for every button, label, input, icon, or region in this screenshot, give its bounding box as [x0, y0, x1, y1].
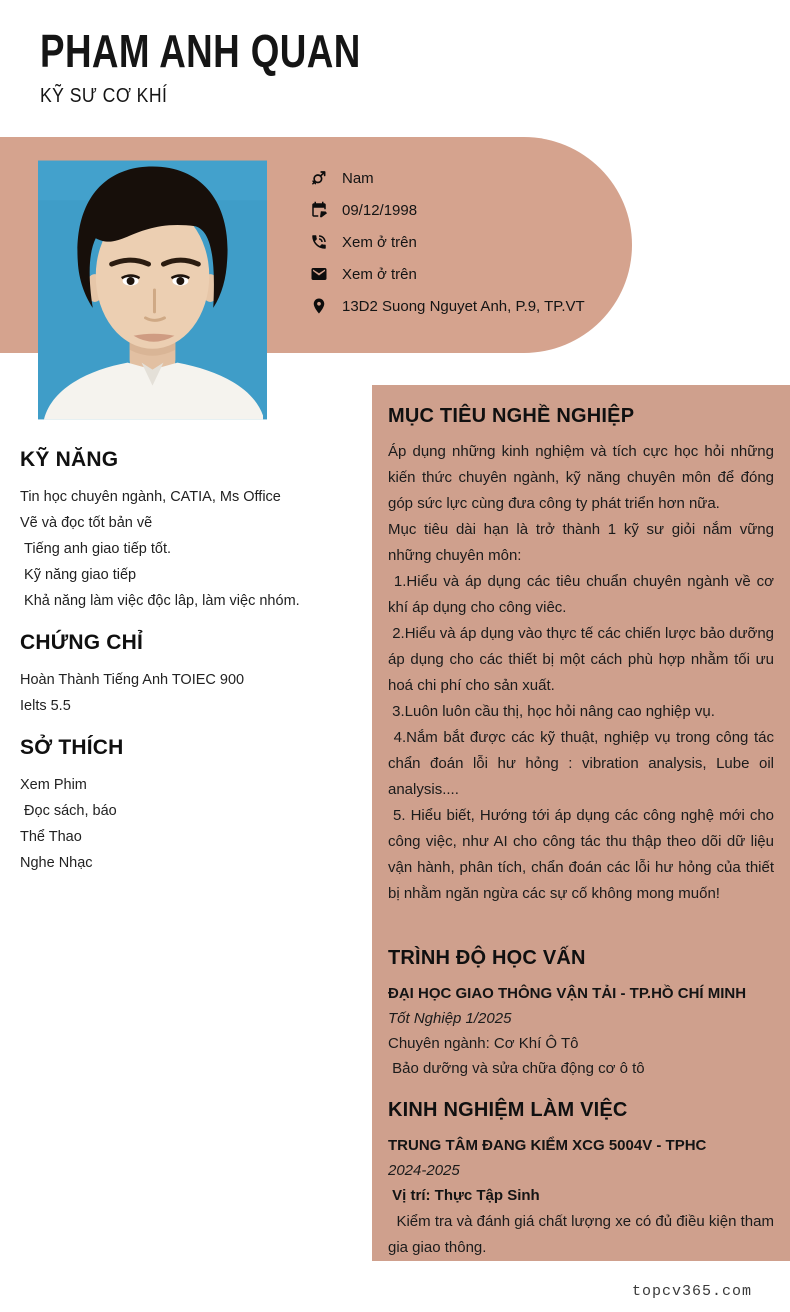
education-section — [388, 943, 774, 1081]
skill-item: Tin học chuyên ngành, CATIA, Ms Office — [20, 489, 281, 505]
experience-period: 2024-2025 — [388, 1162, 460, 1179]
certificate-item: Ielts 5.5 — [20, 698, 71, 714]
skill-item: Kỹ năng giao tiếp — [20, 567, 137, 583]
phone-value: Xem ở trên — [342, 233, 417, 251]
phone-icon — [310, 233, 328, 251]
site-watermark: topcv365.com — [631, 1283, 752, 1300]
contact-row-gender — [310, 162, 585, 194]
email-icon — [310, 265, 328, 283]
objective-paragraph: Mục tiêu dài hạn là trở thành 1 kỹ sư giỏi nắm vững những chuyên môn: — [388, 521, 779, 564]
education-school: ĐẠI HỌC GIAO THÔNG VẬN TẢI - TP.HỒ CHÍ MINH — [388, 985, 747, 1002]
experience-description: Kiểm tra và đánh giá chất lượng xe có đủ điều kiện tham gia giao thông. — [388, 1213, 779, 1256]
contact-row-birthdate — [310, 194, 585, 226]
location-icon — [310, 297, 328, 315]
hobby-item: Đọc sách, báo — [20, 803, 117, 819]
experience-section — [388, 1095, 779, 1261]
profile-photo — [38, 160, 267, 420]
hobby-item: Xem Phim — [20, 777, 87, 793]
page-title: PHAM ANH QUAN — [40, 25, 361, 77]
right-panel — [372, 385, 790, 1261]
education-detail: Bảo dưỡng và sửa chữa động cơ ô tô — [388, 1060, 645, 1077]
experience-heading: KINH NGHIỆM LÀM VIỆC — [388, 1099, 628, 1121]
gender-value: Nam — [342, 169, 374, 187]
left-column — [20, 446, 365, 876]
experience-position: Vị trí: Thực Tập Sinh — [388, 1187, 540, 1204]
hobby-item: Nghe Nhạc — [20, 855, 93, 871]
address-value: 13D2 Suong Nguyet Anh, P.9, TP.VT — [342, 297, 585, 315]
certificates-heading: CHỨNG CHỈ — [20, 631, 144, 654]
certificate-item: Hoàn Thành Tiếng Anh TOIEC 900 — [20, 672, 245, 688]
objective-paragraph: 1.Hiểu và áp dụng các tiêu chuẩn chuyên ngành về cơ khí áp dụng cho công viêc. — [388, 573, 779, 616]
skills-section — [20, 446, 365, 614]
objective-paragraph: Áp dụng những kinh nghiệm và tích cực học hỏi những kiến thức chuyên ngành, kỹ năng chuyên môn để đóng góp sức lực cùng đưa công ty phát triển hơn nữa. — [388, 443, 779, 512]
objective-paragraph: 2.Hiểu và áp dụng vào thực tế các chiến lược bảo dưỡng áp dụng cho các thiết bị một cách phù hợp nhằm tối ưu hoá chi phí cho sản xuất. — [388, 625, 779, 694]
education-heading: TRÌNH ĐỘ HỌC VẤN — [388, 947, 586, 969]
objective-paragraph: 4.Nắm bắt được các kỹ thuật, nghiệp vụ trong công tác chẩn đoán lỗi hư hỏng : vibration analysis, Lube oil analysis.... — [388, 729, 779, 798]
calendar-icon — [310, 201, 328, 219]
contact-row-phone — [310, 226, 585, 258]
contact-list — [310, 162, 585, 322]
objective-paragraph: 3.Luôn luôn cầu thị, học hỏi nâng cao nghiệp vụ. — [388, 703, 715, 720]
skill-item: Tiếng anh giao tiếp tốt. — [20, 541, 172, 557]
education-major: Chuyên ngành: Cơ Khí Ô Tô — [388, 1035, 579, 1052]
gender-icon — [310, 169, 328, 187]
skills-heading: KỸ NĂNG — [20, 448, 119, 471]
skill-item: Vẽ và đọc tốt bản vẽ — [20, 515, 153, 531]
objective-paragraph: 5. Hiểu biết, Hướng tới áp dụng các công nghệ mới cho công việc, như AI cho công tác thu thập theo dõi dữ liệu vận hành, phân tích, chẩn đoán các lỗi hư hỏng của thiết bị nhằm ngăn ngừa các sự cố không mong muốn! — [388, 807, 779, 902]
contact-row-email — [310, 258, 585, 290]
hobbies-section — [20, 734, 365, 876]
experience-company: TRUNG TÂM ĐANG KIỂM XCG 5004V - TPHC — [388, 1137, 707, 1154]
job-title: KỸ SƯ CƠ KHÍ — [40, 85, 168, 107]
contact-row-address — [310, 290, 585, 322]
objective-heading: MỤC TIÊU NGHỀ NGHIỆP — [388, 405, 635, 427]
skill-item: Khả năng làm việc độc lâp, làm việc nhóm. — [20, 593, 300, 609]
email-value: Xem ở trên — [342, 265, 417, 283]
birthdate-value: 09/12/1998 — [342, 201, 418, 219]
certificates-section — [20, 629, 365, 719]
hobby-item: Thể Thao — [20, 829, 82, 845]
education-graduation: Tốt Nghiệp 1/2025 — [388, 1010, 512, 1027]
objective-section — [388, 401, 779, 907]
hobbies-heading: SỞ THÍCH — [20, 736, 124, 759]
